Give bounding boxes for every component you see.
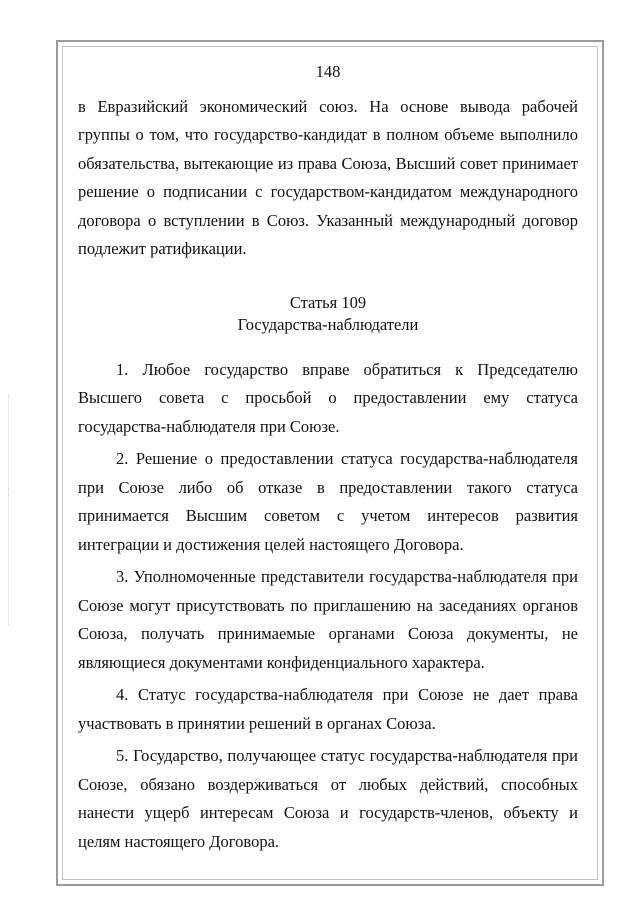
- article-items: [78, 356, 578, 857]
- article-item-4: 4. Статус государства-наблюдателя при Союзе не дает права участвовать в принятии решений в органах Союза.: [78, 685, 578, 733]
- article-item-1: 1. Любое государство вправе обратиться к Председателю Высшего совета с просьбой о предоставлении ему статуса государства-наблюдателя при Союзе.: [78, 359, 578, 436]
- document-body: [78, 58, 578, 860]
- intro-paragraph: в Евразийский экономический союз. На основе вывода рабочей группы о том, что государство-кандидат в полном объеме выполнило обязательства, вытекающие из права Союза, Высший совет принимает решение о подписании с государством-кандидатом международного договора о вступлении в Союз. Указанный международный договор подлежит ратификации.: [78, 96, 578, 258]
- page-number: 148: [315, 62, 341, 81]
- article-heading: [78, 292, 578, 336]
- article-item-2: 2. Решение о предоставлении статуса государства-наблюдателя при Союзе либо об отказе в предоставлении такого статуса принимается Высшим советом с учетом интересов развития интеграции и достижения целей настоящего Договора.: [78, 449, 578, 554]
- article-item-5: 5. Государство, получающее статус государства-наблюдателя при Союзе, обязано воздерживаться от любых действий, способных нанести ущерб интересам Союза и государств-членов, объекту и целям настоящего Договора.: [78, 746, 578, 851]
- article-number: Статья 109: [289, 292, 367, 312]
- scan-artifact: [8, 495, 12, 625]
- article-title: Государства-наблюдатели: [237, 314, 419, 334]
- article-item-3: 3. Уполномоченные представители государства-наблюдателя при Союзе могут присутствовать по приглашению на заседаниях органов Союза, получать принимаемые органами Союза документы, не являющиеся документами конфиденциального характера.: [78, 567, 578, 672]
